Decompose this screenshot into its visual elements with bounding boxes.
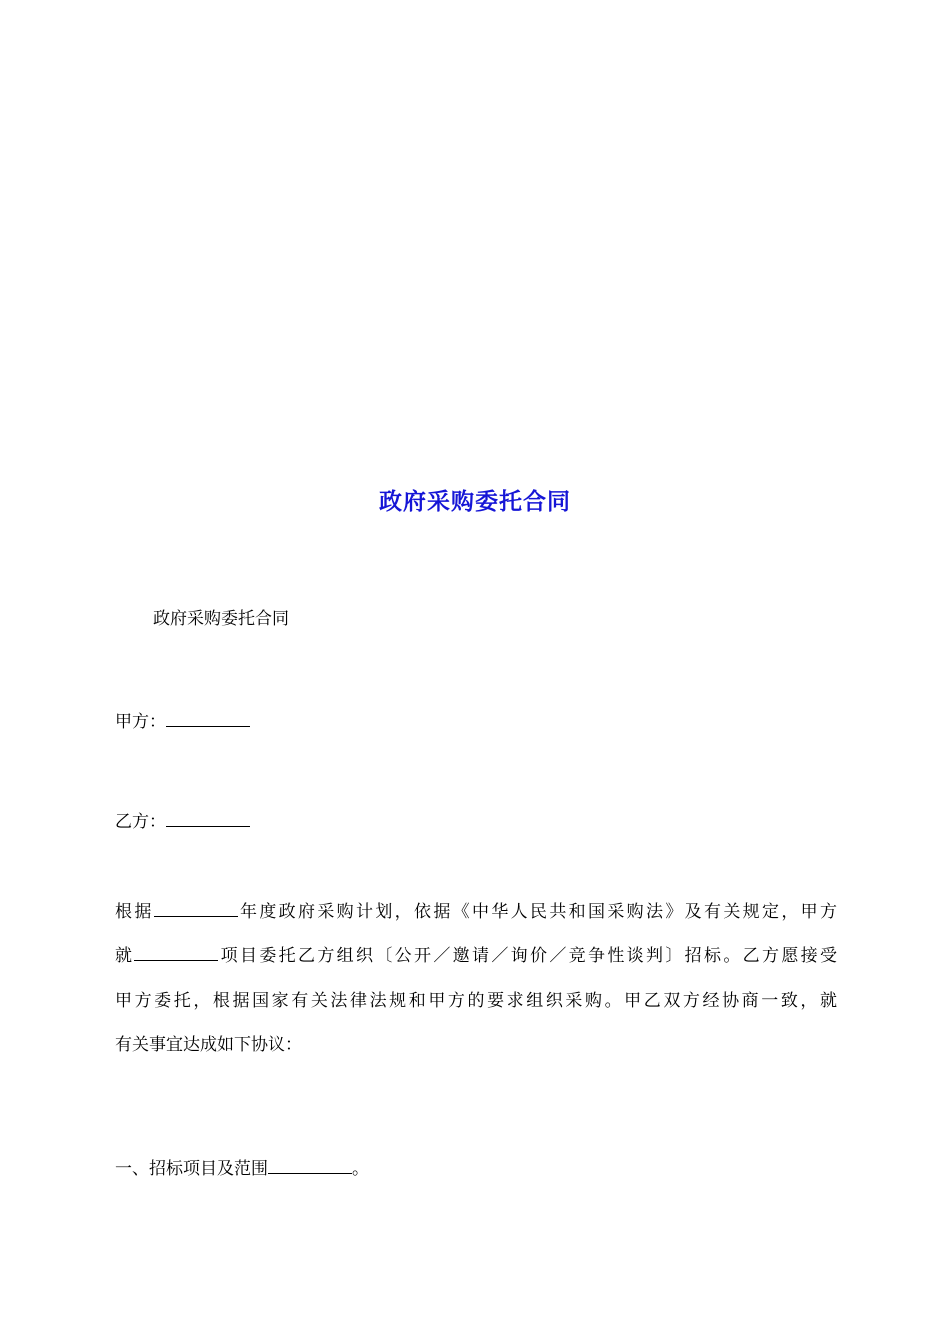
party-b-blank [166, 808, 250, 827]
paragraph-text: 就 [115, 946, 135, 967]
party-a-label: 甲方： [115, 712, 166, 732]
document-subtitle: 政府采购委托合同 [153, 609, 289, 629]
party-b-line [115, 808, 250, 834]
paragraph-row [115, 890, 837, 934]
party-a-line [115, 708, 250, 734]
clause-one-label: 一、招标项目及范围 [115, 1159, 268, 1179]
party-a-blank [166, 708, 250, 727]
paragraph-text: 根据 [115, 902, 154, 922]
document-title: 政府采购委托合同 [379, 488, 571, 515]
clause-one-end: 。 [352, 1159, 369, 1179]
agreement-paragraph [115, 890, 837, 1067]
paragraph-text: 项目委托乙方组织〔公开／邀请／询价／竞争性谈判〕招标。乙方愿接受 [218, 946, 838, 967]
project-blank [134, 942, 218, 961]
paragraph-text: 年度政府采购计划，依据《中华人民共和国采购法》及有关规定，甲方 [237, 902, 838, 922]
paragraph-row: 有关事宜达成如下协议： [115, 1034, 302, 1055]
year-blank [154, 898, 238, 917]
scope-blank [268, 1155, 352, 1174]
clause-one [115, 1155, 369, 1181]
party-b-label: 乙方： [115, 812, 166, 832]
paragraph-row [115, 934, 837, 978]
paragraph-row: 甲方委托，根据国家有关法律法规和甲方的要求组织采购。甲乙双方经协商一致，就 [115, 990, 837, 1011]
